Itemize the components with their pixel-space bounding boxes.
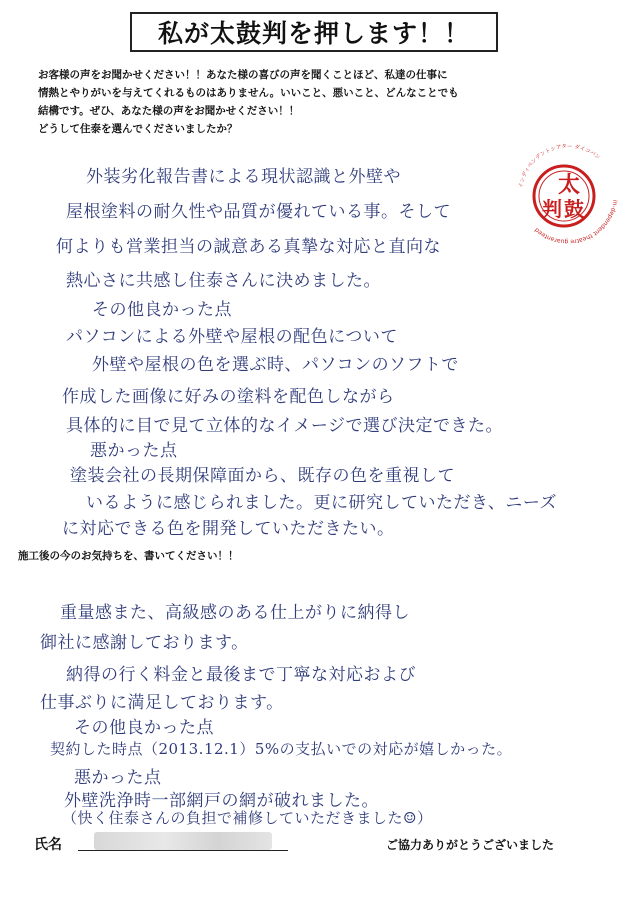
answer1-line: 塗装会社の長期保障面から、既存の色を重視して <box>70 466 455 486</box>
seal-char-top: 太 <box>558 173 581 198</box>
answer1-line: 何よりも営業担当の誠意ある真摯な対応と直向な <box>56 237 441 257</box>
seal-ring-text-jp: インディペンデントシアター ダイコバン <box>518 143 602 189</box>
answer2-line: その他良かった点 <box>74 718 214 738</box>
answer2-line: 外壁洗浄時一部網戸の網が破れました。 <box>64 791 379 811</box>
answer1-line: 悪かった点 <box>90 441 178 461</box>
seal-ring-text-en: in-dependent theatre guaranteed <box>533 199 619 246</box>
intro-line: 結構です。ぜひ、あなた様の声をお聞かせください！！ <box>38 105 300 117</box>
thanks-text: ご協力ありがとうございました <box>386 838 555 852</box>
answer1-line: いるように感じられました。更に研究していただき、ニーズ <box>86 493 557 513</box>
answer1-line: パソコンによる外壁や屋根の配色について <box>66 327 398 347</box>
answer2-line: 悪かった点 <box>74 768 162 788</box>
answer1-line: 外装劣化報告書による現状認識と外壁や <box>86 167 401 187</box>
intro-line: お客様の声をお聞かせください！！あなた様の喜びの声を聞くことほど、私達の仕事に <box>38 69 448 81</box>
intro-text <box>38 66 508 138</box>
section2-label: 施工後の今のお気持ちを、書いてください！！ <box>18 550 239 562</box>
answer2-line: 重量感また、高級感のある仕上がりに納得し <box>60 603 410 623</box>
title-banner <box>130 12 498 52</box>
intro-line: 情熱とやりがいを与えてくれるものはありません。いいこと、悪いこと、どんなことでも <box>38 87 459 99</box>
seal-char-bottom: 鼓 <box>564 197 584 221</box>
answer2-line: 御社に感謝しております。 <box>40 633 249 653</box>
page-title: 私が太鼓判を押します！！ <box>157 19 470 48</box>
redacted-name <box>94 832 272 850</box>
question-label: どうして住泰を選んでくださいましたか？ <box>38 123 238 135</box>
answer2-line: 納得の行く料金と最後まで丁寧な対応および <box>66 665 416 685</box>
answer1-line: その他良かった点 <box>92 300 232 320</box>
name-underline <box>78 850 288 851</box>
answer2-line: 仕事ぶりに満足しております。 <box>40 693 284 713</box>
answer2-line: （快く住泰さんの負担で補修していただきました☺） <box>62 809 433 827</box>
taikoban-seal-logo <box>514 140 622 248</box>
answer1-line: 屋根塗料の耐久性や品質が優れている事。そして <box>66 202 451 222</box>
answer1-line: 熱心さに共感し住泰さんに決めました。 <box>66 271 381 291</box>
answer1-line: 具体的に目で見て立体的なイメージで選び決定できた。 <box>66 416 503 436</box>
seal-char-left: 判 <box>542 197 562 221</box>
answer2-line: 契約した時点（2013.12.1）5%の支払いでの対応が嬉しかった。 <box>50 740 513 758</box>
answer1-line: に対応できる色を開発していただきたい。 <box>62 519 395 539</box>
answer1-line: 作成した画像に好みの塗料を配色しながら <box>62 387 395 407</box>
answer1-line: 外壁や屋根の色を選ぶ時、パソコンのソフトで <box>92 355 459 375</box>
name-label: 氏名 <box>34 837 62 853</box>
